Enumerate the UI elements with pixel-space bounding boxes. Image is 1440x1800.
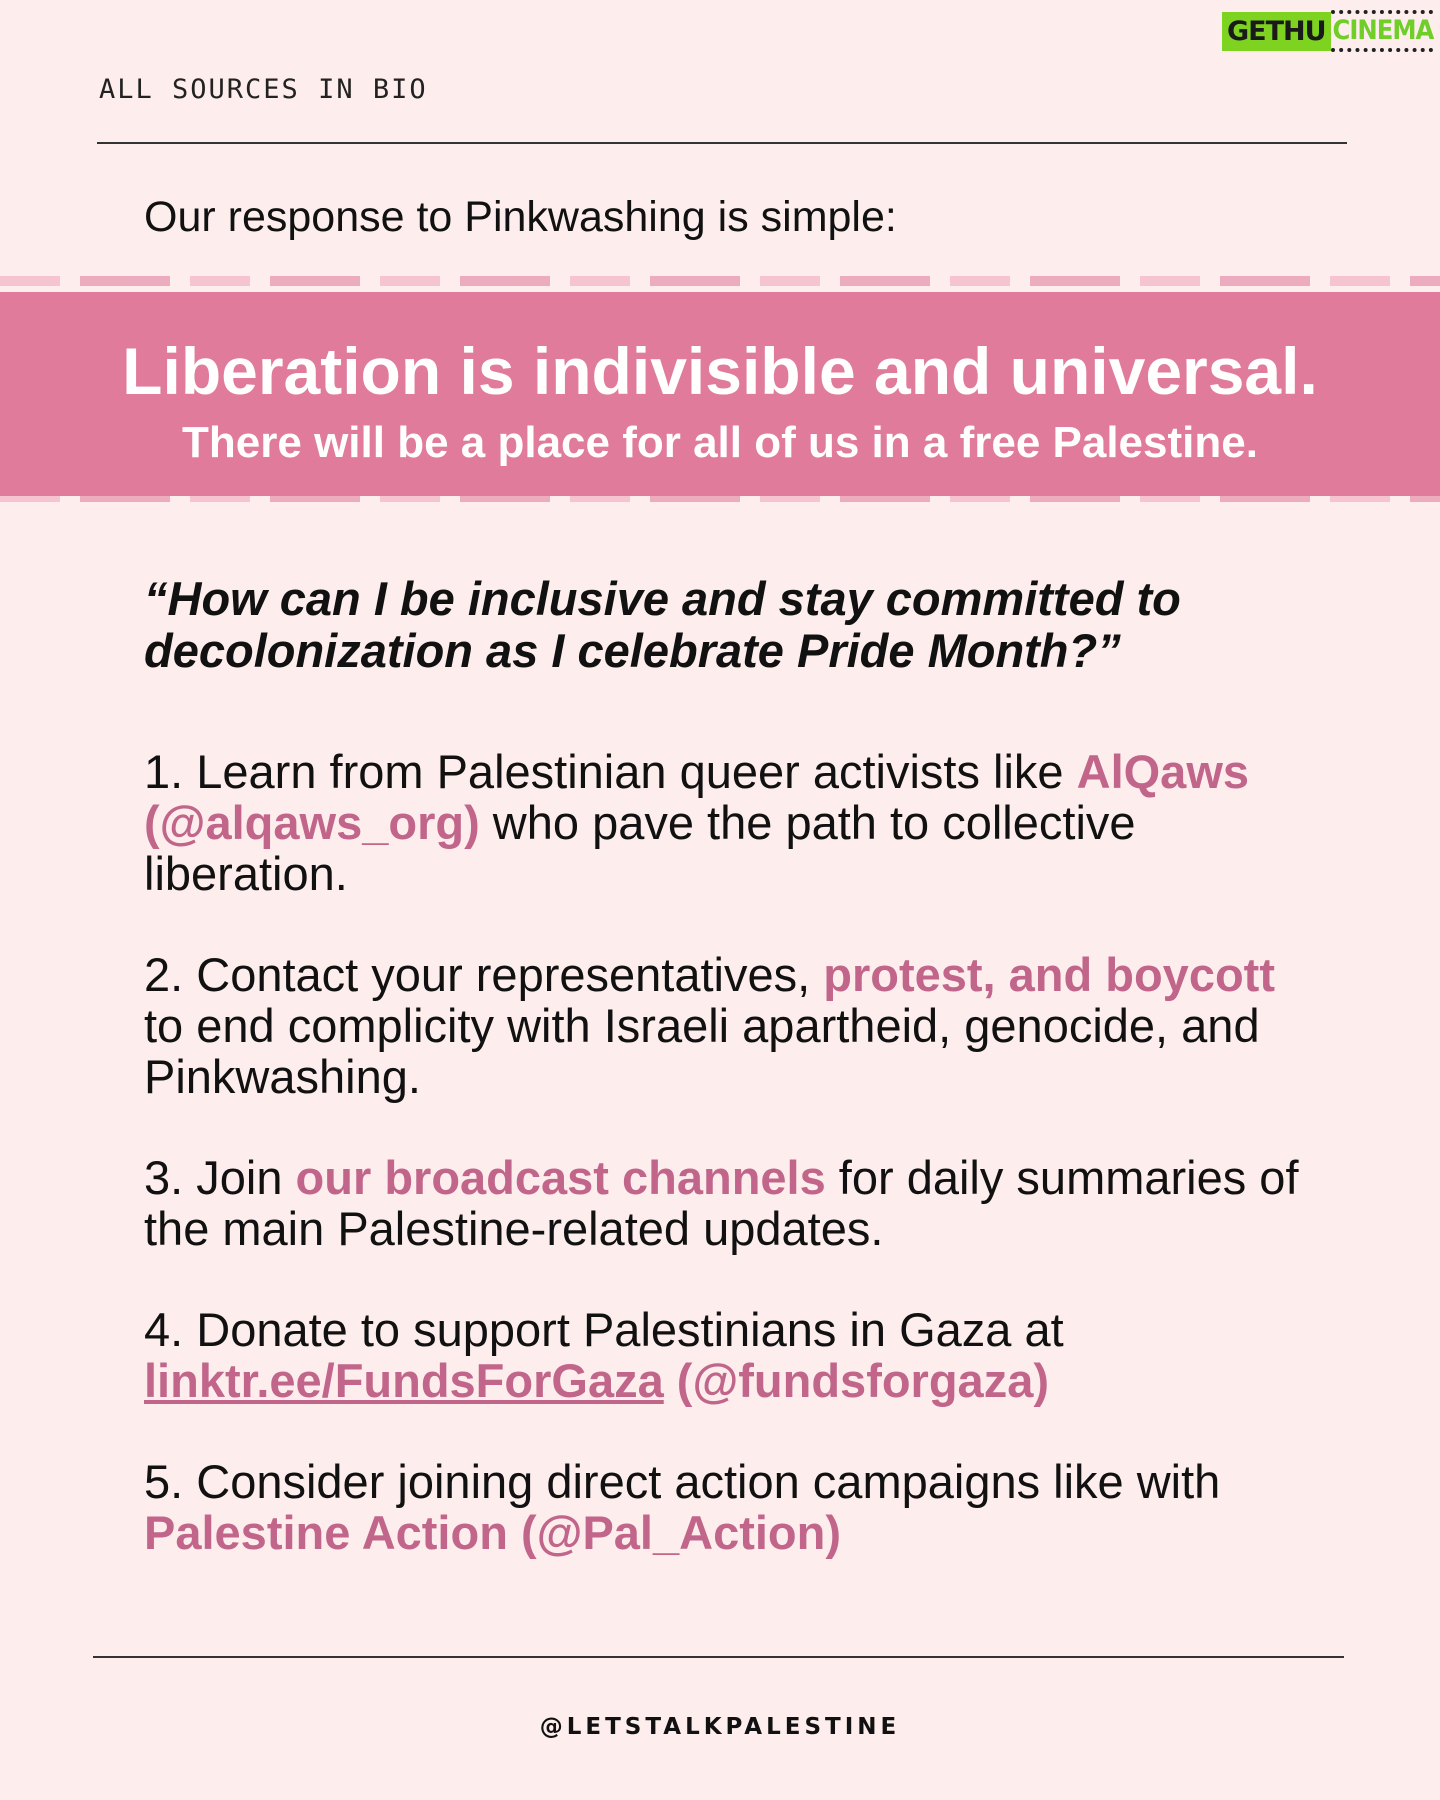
item-text: 3. Join [144,1151,296,1204]
logo-part1: GETHU [1222,12,1331,51]
item-text: 4. Donate to support Palestinians in Gaza at [144,1303,1064,1356]
footer-handle[interactable]: @LETSTALKPALESTINE [539,1714,901,1740]
watermark-logo [1222,10,1436,52]
item-text: 5. Consider joining direct action campaigns like with [144,1455,1221,1508]
list-item [144,1304,1324,1406]
list-item [144,1456,1324,1558]
bottom-divider [93,1656,1344,1658]
question-heading: “How can I be inclusive and stay committed to decolonization as I celebrate Pride Month?” [144,572,1181,677]
item-text: 2. Contact your representatives, [144,948,824,1001]
item-highlight[interactable]: AlQaws (@alqaws_org) [144,745,1250,849]
item-highlight: protest, and boycott [823,948,1275,1001]
donate-link[interactable]: linktr.ee/FundsForGaza [144,1354,664,1407]
sources-note: ALL SOURCES IN BIO [99,74,428,105]
banner-brush-edge-bottom [0,496,1440,502]
item-text: who pave the path to collective liberation. [144,796,1136,900]
list-item [144,949,1324,1102]
intro-text: Our response to Pinkwashing is simple: [144,193,897,241]
item-text: to end complicity with Israeli apartheid, genocide, and Pinkwashing. [144,999,1260,1103]
item-text: for daily summaries of the main Palestine-related updates. [144,1151,1299,1255]
list-item [144,746,1324,899]
item-highlight[interactable]: our broadcast channels [295,1151,826,1204]
action-list [144,746,1324,1608]
banner-subheadline: There will be a place for all of us in a free Palestine. [182,418,1258,467]
banner-brush-edge-top [0,276,1440,286]
item-highlight[interactable]: Palestine Action (@Pal_Action) [144,1506,841,1559]
banner-headline: Liberation is indivisible and universal. [122,334,1318,408]
logo-part2: CINEMA [1331,10,1434,52]
item-highlight[interactable]: (@fundsforgaza) [663,1354,1049,1407]
top-divider [97,142,1347,144]
list-item [144,1152,1324,1254]
item-text: 1. Learn from Palestinian queer activists like [144,745,1077,798]
